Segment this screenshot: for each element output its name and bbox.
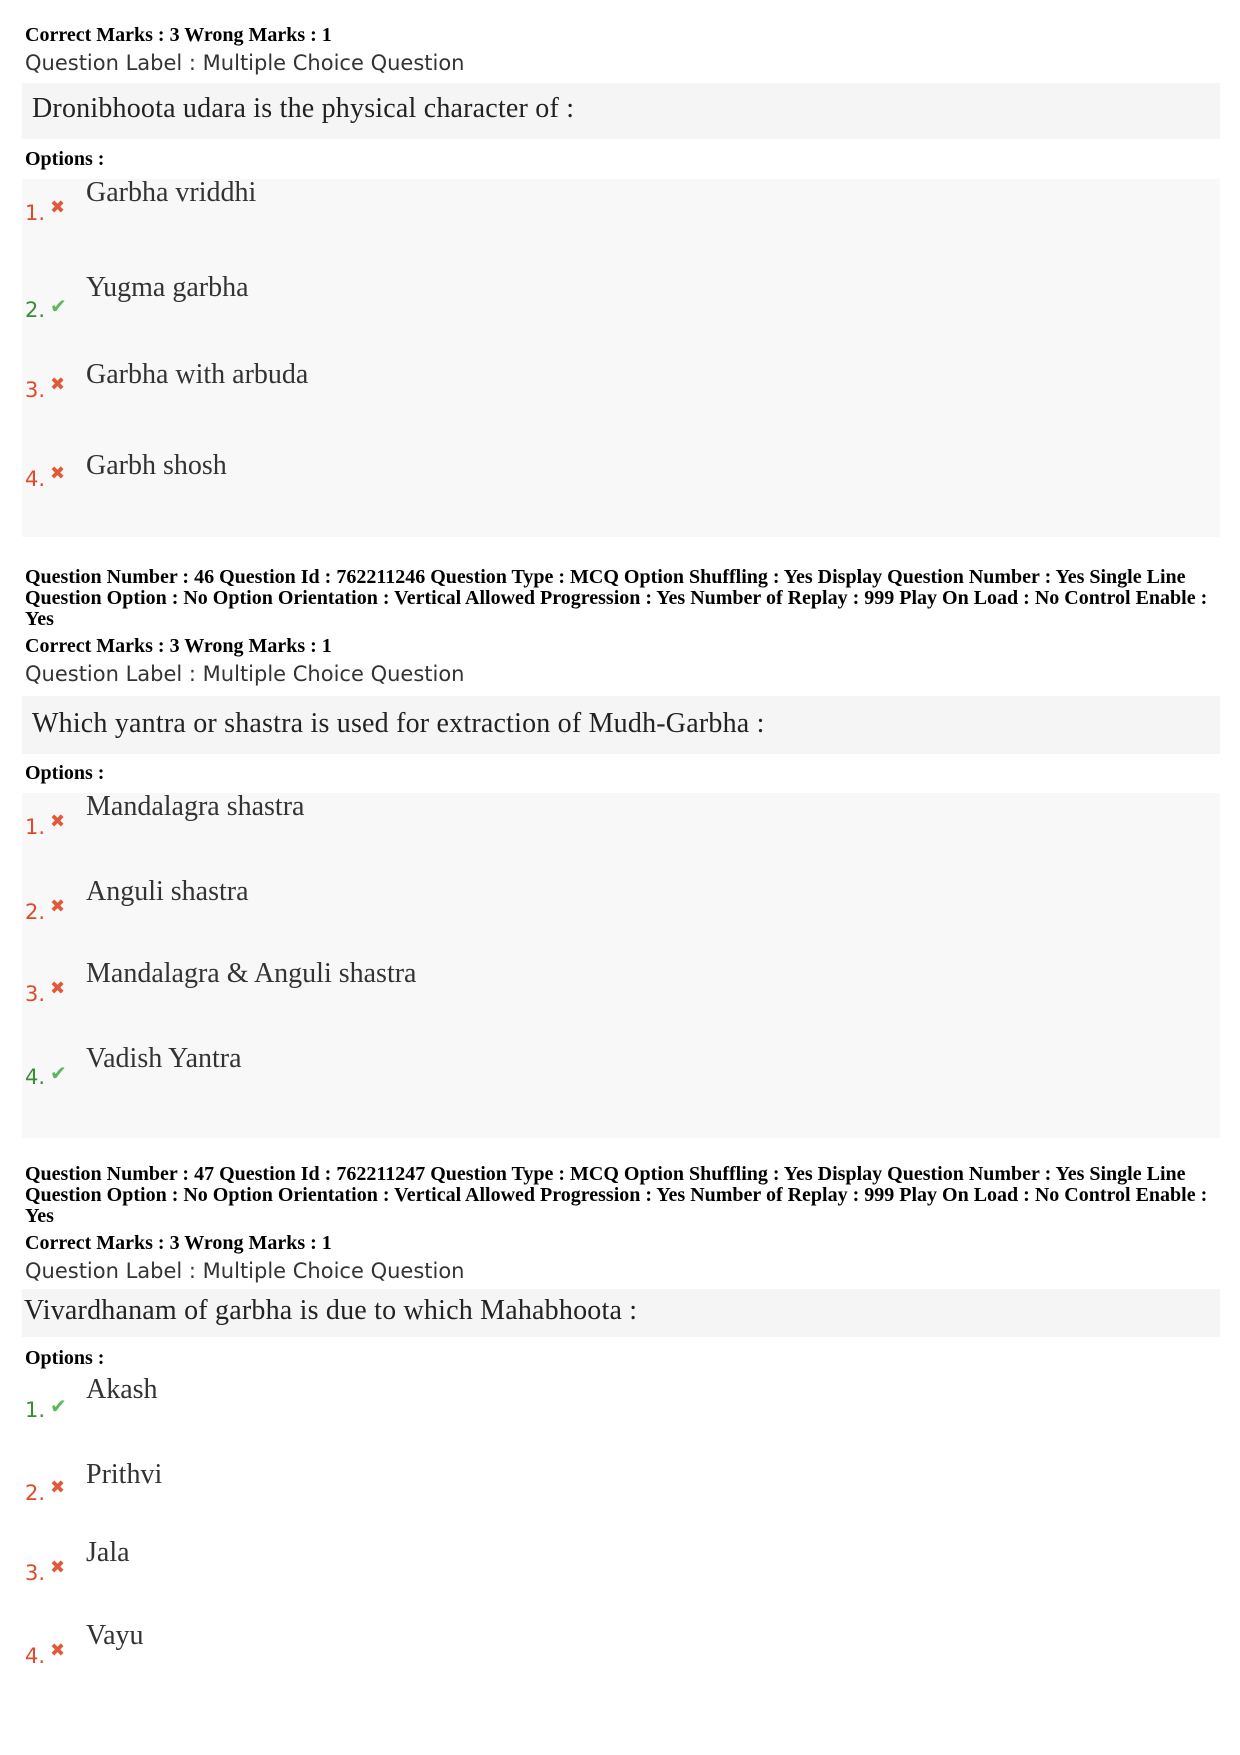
option-3[interactable] — [22, 960, 1220, 1020]
question-text: Which yantra or shastra is used for extraction of Mudh-Garbha : — [22, 696, 1220, 754]
option-text: Akash — [86, 1374, 158, 1405]
option-3[interactable] — [22, 356, 1220, 416]
cross-icon: ✖ — [50, 811, 66, 832]
question-label: Question Label : Multiple Choice Question — [25, 1259, 465, 1283]
option-number: 2. — [25, 900, 46, 924]
cross-icon: ✖ — [50, 978, 66, 999]
check-icon: ✔ — [50, 294, 67, 318]
marks-line: Correct Marks : 3 Wrong Marks : 1 — [25, 24, 332, 46]
option-text: Yugma garbha — [86, 272, 249, 303]
options-heading: Options : — [25, 1347, 105, 1369]
option-3[interactable] — [22, 1539, 1220, 1599]
option-text: Prithvi — [86, 1459, 163, 1490]
option-2[interactable] — [22, 1461, 1220, 1521]
option-text: Vadish Yantra — [86, 1043, 242, 1074]
option-number: 2. — [25, 298, 46, 322]
option-1[interactable] — [22, 1376, 1220, 1436]
cross-icon: ✖ — [50, 463, 66, 484]
option-text: Garbh shosh — [86, 450, 227, 481]
option-4[interactable] — [22, 449, 1220, 509]
option-text: Garbha vriddhi — [86, 177, 257, 208]
option-number: 3. — [25, 982, 46, 1006]
cross-icon: ✖ — [50, 1557, 66, 1578]
question-info: Question Number : 47 Question Id : 762211247 Question Type : MCQ Option Shuffling : Yes Display Question Number : Yes Single Line Question Option : No Option Orientation : Vertical Allowed Progression : Yes Number of Replay : 999 Play On Load : No Control Enable : Yes — [25, 1163, 1208, 1227]
cross-icon: ✖ — [50, 374, 66, 395]
question-info: Question Number : 46 Question Id : 762211246 Question Type : MCQ Option Shuffling : Yes Display Question Number : Yes Single Line Question Option : No Option Orientation : Vertical Allowed Progression : Yes Number of Replay : 999 Play On Load : No Control Enable : Yes — [25, 566, 1208, 630]
cross-icon: ✖ — [50, 1477, 66, 1498]
option-number: 1. — [25, 201, 46, 225]
cross-icon: ✖ — [50, 1640, 66, 1661]
option-2[interactable] — [22, 878, 1220, 938]
option-4[interactable] — [22, 1045, 1220, 1105]
option-text: Vayu — [86, 1620, 144, 1651]
check-icon: ✔ — [50, 1061, 67, 1085]
marks-line: Correct Marks : 3 Wrong Marks : 1 — [25, 635, 332, 657]
cross-icon: ✖ — [50, 197, 66, 218]
option-text: Jala — [86, 1537, 130, 1568]
option-number: 4. — [25, 1065, 46, 1089]
options-heading: Options : — [25, 762, 105, 784]
option-text: Mandalagra shastra — [86, 791, 305, 822]
option-4[interactable] — [22, 1622, 1220, 1682]
option-1[interactable] — [22, 793, 1220, 853]
check-icon: ✔ — [50, 1394, 67, 1418]
question-block-45 — [0, 25, 1240, 537]
options-list — [22, 1376, 1220, 1706]
option-number: 1. — [25, 1398, 46, 1422]
question-text: Dronibhoota udara is the physical character of : — [22, 83, 1220, 139]
option-number: 1. — [25, 815, 46, 839]
question-label: Question Label : Multiple Choice Question — [25, 51, 465, 75]
options-list — [22, 179, 1220, 537]
cross-icon: ✖ — [50, 896, 66, 917]
option-text: Anguli shastra — [86, 876, 249, 907]
option-number: 3. — [25, 378, 46, 402]
question-text: Vivardhanam of garbha is due to which Mahabhoota : — [22, 1289, 1220, 1337]
option-1[interactable] — [22, 179, 1220, 239]
marks-line: Correct Marks : 3 Wrong Marks : 1 — [25, 1232, 332, 1254]
option-number: 3. — [25, 1561, 46, 1585]
options-heading: Options : — [25, 148, 105, 170]
option-text: Garbha with arbuda — [86, 359, 309, 390]
options-list — [22, 793, 1220, 1138]
option-number: 4. — [25, 1644, 46, 1668]
question-block-47 — [0, 1164, 1240, 1706]
option-number: 2. — [25, 1481, 46, 1505]
option-text: Mandalagra & Anguli shastra — [86, 958, 417, 989]
question-block-46 — [0, 567, 1240, 1138]
option-number: 4. — [25, 467, 46, 491]
option-2[interactable] — [22, 272, 1220, 332]
question-label: Question Label : Multiple Choice Question — [25, 662, 465, 686]
